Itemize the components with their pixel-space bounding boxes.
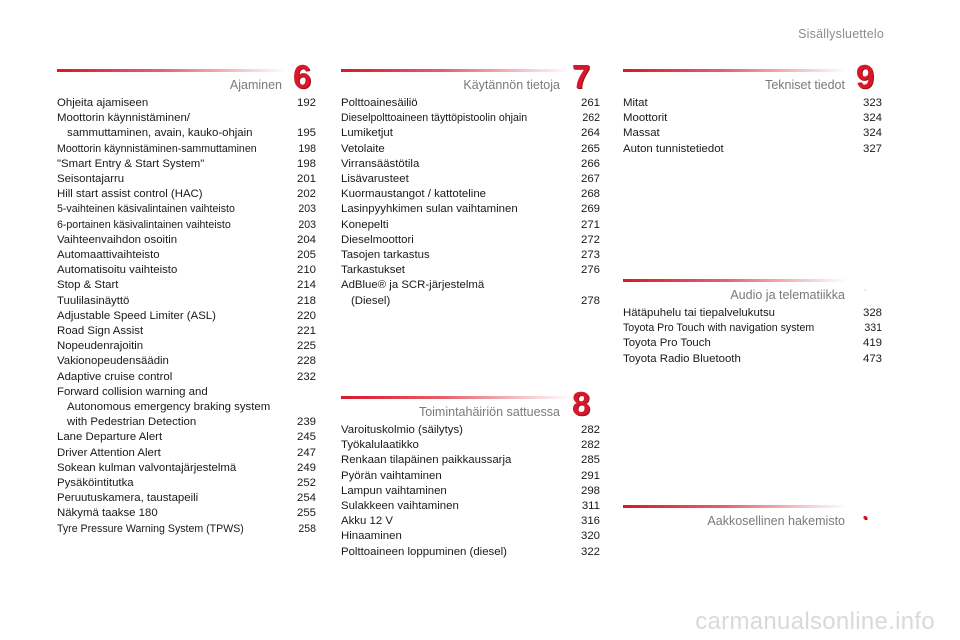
toc-entry-label-line: Vakionopeudensäädin: [57, 355, 169, 368]
toc-entry[interactable]: [57, 354, 316, 369]
toc-entry[interactable]: [57, 506, 316, 521]
toc-entry-label-line: Stop & Start: [57, 279, 119, 292]
toc-entry-page: 255: [296, 507, 316, 520]
toc-entry-page: 232: [296, 370, 316, 383]
toc-entry-page: 262: [582, 112, 600, 125]
toc-entry-label: [57, 324, 282, 339]
toc-entry-label: [341, 438, 566, 453]
section-number-badge: 6: [292, 58, 312, 95]
section-title: Tekniset tiedot: [765, 78, 845, 92]
toc-entry-page: 273: [580, 249, 600, 262]
toc-entry-page: 192: [296, 97, 316, 109]
toc-entry-label: [57, 522, 282, 537]
toc-entry[interactable]: [341, 218, 600, 233]
toc-entry-page: 220: [296, 309, 316, 322]
section-bar: [623, 69, 848, 72]
toc-entry-label-line: Autonomous emergency braking system: [67, 401, 271, 414]
toc-entry-label-line: Polttoainesäiliö: [341, 97, 418, 109]
section-number-badge: 8: [571, 385, 591, 422]
toc-entry[interactable]: [57, 491, 316, 506]
toc-entry-label-line: Renkaan tilapäinen paikkaussarja: [341, 454, 512, 467]
toc-entry-label: [341, 233, 566, 248]
toc-entry-page: 323: [862, 97, 882, 109]
toc-entry[interactable]: [341, 126, 600, 141]
toc-entry-page: 278: [580, 294, 600, 307]
toc-entry[interactable]: [623, 321, 882, 336]
toc-entry-label-line: Lane Departure Alert: [57, 431, 163, 444]
toc-entry[interactable]: [57, 446, 316, 461]
section-aakkosellinen-hakemisto: [623, 502, 882, 532]
toc-entry-label: [57, 430, 282, 445]
toc-entry[interactable]: [57, 294, 316, 309]
section-bar: [623, 279, 848, 282]
toc-entry-label: [57, 111, 282, 141]
toc-entry-label-line: Adaptive cruise control: [57, 370, 173, 383]
section-title: Aakkosellinen hakemisto: [707, 514, 845, 528]
toc-entry-page: 245: [296, 431, 316, 444]
toc-entry[interactable]: [57, 187, 316, 202]
toc-entry-label-line: Polttoaineen loppuminen (diesel): [341, 545, 507, 558]
toc-entry-label-line: Virransäästötila: [341, 157, 420, 170]
toc-entry-page: 198: [296, 157, 316, 170]
toc-entry-label: [341, 453, 566, 468]
watermark: carmanualsonline.info: [695, 608, 935, 635]
toc-entry[interactable]: [341, 545, 600, 560]
toc-entry-label: [341, 157, 566, 172]
toc-entry-label-line: Lisävarusteet: [341, 173, 409, 186]
section-toimintahairion-sattuessa: [341, 385, 600, 560]
section-number-badge: 9: [855, 58, 875, 95]
toc-entry-label-line: 5-vaihteinen käsivalintainen vaihteisto: [57, 203, 235, 216]
toc-entry-page: 291: [580, 469, 600, 482]
toc-entry-label-line: "Smart Entry & Start System": [57, 157, 205, 170]
toc-entry-page: 198: [298, 142, 316, 155]
toc-entry-label: [57, 233, 282, 248]
toc-entry-label: [623, 111, 848, 126]
toc-entry-label: [57, 202, 282, 217]
toc-entry-label: [57, 294, 282, 309]
toc-entry-page: 272: [580, 233, 600, 246]
toc-entry[interactable]: [341, 263, 600, 278]
toc-entry-label-line: Moottorit: [623, 112, 668, 125]
entry-list: [341, 96, 600, 309]
toc-entry-page: 320: [580, 530, 600, 543]
toc-entry-label-line: Vetolaite: [341, 142, 385, 155]
toc-entry-label-line: Forward collision warning and: [57, 385, 208, 398]
toc-entry[interactable]: [341, 514, 600, 529]
toc-entry-label-line: AdBlue® ja SCR-järjestelmä: [341, 279, 485, 292]
toc-entry-label-line: Automaattivaihteisto: [57, 249, 160, 262]
toc-entry[interactable]: [341, 469, 600, 484]
toc-entry-page: 285: [580, 454, 600, 467]
toc-entry[interactable]: [57, 385, 316, 431]
toc-entry-label-line: Työkalulaatikko: [341, 439, 419, 452]
toc-entry-label: [57, 263, 282, 278]
toc-entry-page: 331: [864, 322, 882, 335]
toc-entry-label-line: Konepelti: [341, 218, 389, 231]
toc-entry-page: 203: [298, 218, 316, 231]
toc-entry[interactable]: [341, 529, 600, 544]
toc-entry-label: [623, 321, 848, 336]
toc-entry-label-line: sammuttaminen, avain, kauko-ohjain: [67, 127, 253, 140]
page-header: Sisällysluettelo: [798, 27, 884, 41]
toc-entry-label-line: 6-portainen käsivalintainen vaihteisto: [57, 218, 231, 231]
section-header: [341, 385, 600, 423]
toc-entry[interactable]: [57, 339, 316, 354]
toc-entry-page: 327: [862, 142, 882, 155]
toc-entry-label: [623, 336, 848, 351]
toc-entry-page: 205: [296, 249, 316, 262]
section-title: Ajaminen: [229, 78, 282, 92]
toc-entry-label: [341, 263, 566, 278]
section-bar: [341, 396, 571, 399]
toc-entry-label-line: Nopeudenrajoitin: [57, 340, 144, 353]
toc-entry[interactable]: [341, 142, 600, 157]
toc-entry-page: 265: [580, 142, 600, 155]
toc-entry-label: [57, 370, 282, 385]
toc-entry-label: [57, 339, 282, 354]
toc-entry-label: [57, 278, 282, 293]
toc-entry[interactable]: [57, 461, 316, 476]
toc-entry[interactable]: [57, 96, 316, 111]
toc-entry-label-line: Tasojen tarkastus: [341, 249, 430, 262]
toc-entry[interactable]: [341, 187, 600, 202]
toc-entry-page: 258: [298, 522, 316, 535]
toc-entry[interactable]: [341, 278, 600, 308]
toc-entry-label-line: Tuulilasinäyttö: [57, 294, 130, 307]
toc-entry-label-line: Hätäpuhelu tai tiepalvelukutsu: [623, 307, 775, 319]
toc-entry[interactable]: [57, 157, 316, 172]
toc-entry[interactable]: [623, 306, 882, 321]
toc-entry-label-line: Road Sign Assist: [57, 325, 144, 338]
toc-entry[interactable]: [57, 218, 316, 233]
section-title: Käytännön tietoja: [463, 78, 560, 92]
toc-entry-label: [57, 385, 282, 431]
toc-entry-page: 221: [296, 325, 316, 338]
toc-entry[interactable]: [341, 453, 600, 468]
toc-entry[interactable]: [57, 476, 316, 491]
toc-entry-label-line: Tyre Pressure Warning System (TPWS): [57, 522, 244, 535]
toc-entry-label-line: Adjustable Speed Limiter (ASL): [57, 309, 216, 322]
toc-entry-label: [341, 142, 566, 157]
toc-entry[interactable]: [341, 111, 600, 126]
section-bar: [623, 505, 848, 508]
toc-entry-label: [341, 545, 566, 560]
toc-entry-label: [57, 157, 282, 172]
toc-entry-label: [341, 248, 566, 263]
toc-entry-page: 204: [296, 233, 316, 246]
section-number-badge: .: [862, 278, 868, 295]
toc-entry[interactable]: [57, 172, 316, 187]
toc-entry-label: [341, 172, 566, 187]
toc-entry-label-line: Hill start assist control (HAC): [57, 188, 203, 201]
toc-entry-label: [57, 248, 282, 263]
toc-entry-label: [623, 96, 848, 111]
toc-entry-page: 316: [580, 515, 600, 528]
toc-entry-label: [341, 218, 566, 233]
toc-entry-label-line: Moottorin käynnistäminen-sammuttaminen: [57, 142, 257, 155]
toc-entry-page: 252: [296, 477, 316, 490]
toc-entry-page: 195: [296, 127, 316, 140]
toc-entry[interactable]: [341, 172, 600, 187]
toc-entry-label-line: Toyota Pro Touch: [623, 337, 711, 350]
toc-entry-page: 298: [580, 484, 600, 497]
toc-entry-page: 261: [580, 97, 600, 109]
toc-entry-label: [57, 96, 282, 111]
toc-entry-label-line: Automatisoitu vaihteisto: [57, 264, 178, 277]
toc-entry[interactable]: [57, 370, 316, 385]
toc-entry-label-line: Dieselmoottori: [341, 233, 414, 246]
toc-entry-page: 210: [296, 264, 316, 277]
toc-entry-page: 214: [296, 279, 316, 292]
toc-entry-label: [341, 187, 566, 202]
toc-entry-label-line: Toyota Pro Touch with navigation system: [623, 322, 815, 335]
toc-entry-label: [341, 484, 566, 499]
toc-entry-label: [57, 491, 282, 506]
toc-entry-page: 419: [862, 337, 882, 350]
toc-entry-label-line: Toyota Radio Bluetooth: [623, 352, 741, 365]
toc-entry[interactable]: [57, 324, 316, 339]
toc-entry-label-line: Auton tunnistetiedot: [623, 142, 724, 155]
toc-entry-label-line: Vaihteenvaihdon osoitin: [57, 233, 178, 246]
toc-entry-label-line: Seisontajarru: [57, 173, 125, 186]
toc-entry-page: 203: [298, 203, 316, 216]
toc-entry-label-line: Sokean kulman valvontajärjestelmä: [57, 461, 237, 474]
section-number-badge: 7: [571, 58, 591, 95]
toc-entry[interactable]: [623, 96, 882, 111]
toc-entry-label-line: Sulakkeen vaihtaminen: [341, 500, 459, 513]
toc-entry-label: [341, 469, 566, 484]
toc-entry[interactable]: [57, 111, 316, 141]
toc-entry-label-line: Moottorin käynnistäminen/: [57, 112, 190, 125]
toc-entry-label-line: Kuormaustangot / kattoteline: [341, 188, 487, 201]
toc-entry-label: [341, 202, 566, 217]
section-tekniset-tiedot: [623, 58, 882, 157]
toc-entry-page: 282: [580, 439, 600, 452]
toc-entry-label-line: Mitat: [623, 97, 648, 109]
toc-entry-page: 324: [862, 112, 882, 125]
toc-entry-label: [341, 111, 566, 126]
toc-entry-label: [57, 476, 282, 491]
toc-entry-label: [57, 187, 282, 202]
toc-entry[interactable]: [57, 522, 316, 537]
toc-entry-label-line: with Pedestrian Detection: [67, 416, 197, 429]
toc-entry[interactable]: [57, 278, 316, 293]
toc-entry-label-line: Pyörän vaihtaminen: [341, 469, 442, 482]
toc-entry-label-line: Pysäköintitutka: [57, 477, 134, 490]
section-number-badge: .: [862, 502, 868, 524]
section-title: Audio ja telematiikka: [730, 288, 845, 302]
toc-entry-label: [623, 306, 848, 321]
section-kaytannon-tietoja: [341, 58, 600, 309]
toc-entry-label: [341, 529, 566, 544]
toc-entry-label-line: Hinaaminen: [341, 530, 402, 543]
toc-entry-label: [341, 126, 566, 141]
toc-entry-label: [57, 142, 282, 157]
toc-entry-label: [623, 142, 848, 157]
toc-entry-label-line: Ohjeita ajamiseen: [57, 97, 149, 109]
toc-entry-page: 268: [580, 188, 600, 201]
toc-entry[interactable]: [341, 438, 600, 453]
toc-entry-label: [57, 218, 282, 233]
toc-entry-page: 264: [580, 127, 600, 140]
section-header: [623, 58, 882, 96]
toc-entry-page: 269: [580, 203, 600, 216]
toc-entry[interactable]: [57, 263, 316, 278]
toc-entry[interactable]: [57, 248, 316, 263]
toc-entry-label-line: Akku 12 V: [341, 515, 393, 528]
section-ajaminen: [57, 58, 316, 537]
toc-entry-page: 201: [296, 173, 316, 186]
toc-entry-label: [341, 514, 566, 529]
toc-entry-label-line: Lasinpyyhkimen sulan vaihtaminen: [341, 203, 518, 216]
toc-entry-label-line: Lampun vaihtaminen: [341, 484, 447, 497]
toc-entry[interactable]: [341, 157, 600, 172]
toc-entry-label: [341, 278, 566, 308]
section-header: [623, 502, 882, 532]
toc-entry[interactable]: [57, 142, 316, 157]
toc-entry-page: 324: [862, 127, 882, 140]
toc-entry[interactable]: [623, 142, 882, 157]
toc-entry-page: 276: [580, 264, 600, 277]
toc-entry[interactable]: [623, 352, 882, 367]
toc-entry-label-line: Driver Attention Alert: [57, 446, 161, 459]
toc-entry[interactable]: [623, 111, 882, 126]
toc-entry-label-line: Lumiketjut: [341, 127, 393, 140]
toc-entry-page: 311: [581, 500, 600, 513]
toc-entry-label-line: Massat: [623, 127, 660, 140]
toc-entry-page: 267: [580, 173, 600, 186]
toc-entry-page: 249: [296, 461, 316, 474]
toc-entry-label-line: Dieselpolttoaineen täyttöpistoolin ohjain: [341, 112, 528, 125]
toc-entry[interactable]: [57, 233, 316, 248]
toc-entry[interactable]: [341, 484, 600, 499]
section-header: [341, 58, 600, 96]
toc-entry-label-line: Varoituskolmio (säilytys): [341, 424, 463, 436]
toc-entry-label: [341, 96, 566, 111]
toc-entry-page: 239: [296, 416, 316, 429]
entry-list: [341, 423, 600, 560]
toc-entry-page: 254: [296, 492, 316, 505]
toc-entry-page: 322: [580, 545, 600, 558]
toc-entry-label-line: Tarkastukset: [341, 264, 405, 277]
entry-list: [623, 306, 882, 367]
toc-entry[interactable]: [623, 336, 882, 351]
toc-entry[interactable]: [341, 202, 600, 217]
section-header: [623, 276, 882, 306]
toc-entry-page: 225: [296, 340, 316, 353]
toc-entry-page: 202: [296, 188, 316, 201]
toc-entry[interactable]: [57, 309, 316, 324]
entry-list: [57, 96, 316, 537]
section-title: Toimintahäiriön sattuessa: [418, 405, 560, 419]
toc-entry-page: 266: [580, 157, 600, 170]
toc-entry-label: [341, 423, 566, 438]
toc-entry-label: [57, 172, 282, 187]
toc-entry-page: 218: [296, 294, 316, 307]
toc-entry[interactable]: [341, 248, 600, 263]
toc-entry-label: [623, 126, 848, 141]
toc-entry-label: [623, 352, 848, 367]
toc-entry-page: 282: [580, 424, 600, 436]
toc-entry-label-line: Peruutuskamera, taustapeili: [57, 492, 199, 505]
section-bar: [341, 69, 571, 72]
toc-entry[interactable]: [341, 423, 600, 438]
toc-entry-label: [57, 446, 282, 461]
section-audio-ja-telematiikka: [623, 276, 882, 367]
toc-entry[interactable]: [57, 202, 316, 217]
toc-entry-label: [57, 309, 282, 324]
toc-entry-page: 271: [580, 218, 600, 231]
toc-entry-page: 473: [862, 352, 882, 365]
toc-entry[interactable]: [57, 430, 316, 445]
toc-entry-label: [57, 461, 282, 476]
toc-entry[interactable]: [341, 233, 600, 248]
section-bar: [57, 69, 287, 72]
toc-entry-page: 247: [296, 446, 316, 459]
section-header: [57, 58, 316, 96]
toc-entry-label-line: Näkymä taakse 180: [57, 507, 158, 520]
toc-entry-label: [57, 506, 282, 521]
toc-entry-label-line: (Diesel): [351, 294, 391, 307]
toc-entry-label: [57, 354, 282, 369]
toc-entry[interactable]: [341, 96, 600, 111]
toc-entry[interactable]: [341, 499, 600, 514]
entry-list: [623, 96, 882, 157]
toc-entry[interactable]: [623, 126, 882, 141]
toc-entry-page: 328: [862, 307, 882, 319]
toc-entry-page: 228: [296, 355, 316, 368]
toc-entry-label: [341, 499, 566, 514]
